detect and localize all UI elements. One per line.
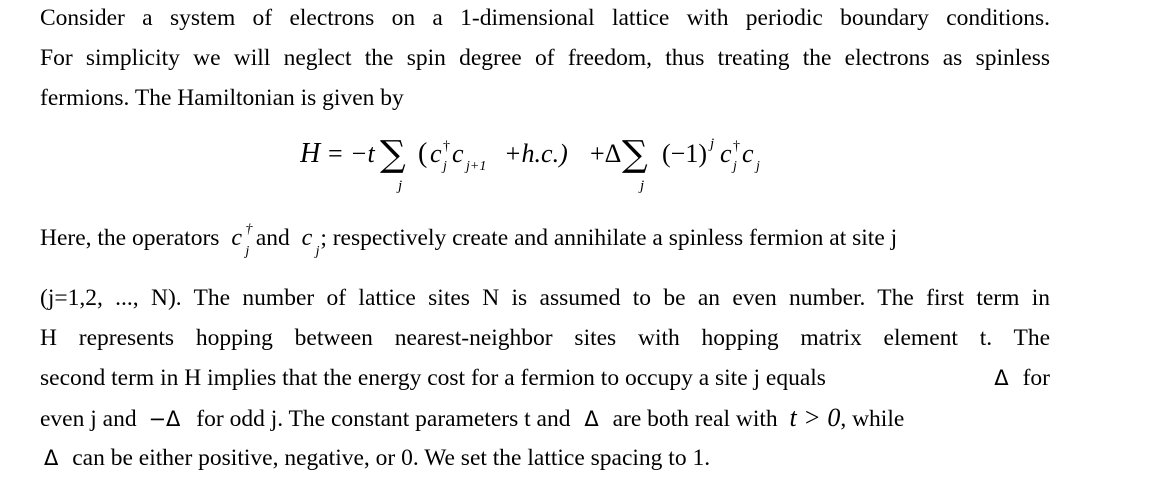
annihilation-operator: c j [301,225,320,259]
eq-c4-sub: j [756,159,760,174]
inequality: t > 0 [789,403,841,432]
eq-c1: c [430,139,442,168]
eq-minus-one: (−1) [662,139,707,168]
text-span: Here, the operators [40,225,220,251]
eq-plus-delta: +Δ [590,139,622,168]
eq-equals: = [328,139,343,168]
delta-symbol: Δ [994,366,1009,390]
text-span: even j and [40,406,137,432]
paragraph-line [40,444,710,472]
eq-c3-sup: † [733,139,740,154]
eq-c1-sup: † [443,139,450,154]
eq-c2: c [452,139,464,168]
paragraph-line [40,404,904,433]
paragraph-line: H represents hopping between nearest-neighbor sites with hopping matrix element t. The [40,325,1050,351]
text-span: and [255,225,290,251]
eq-hc: +h.c.) [504,139,568,168]
delta-symbol: Δ [44,446,59,470]
eq-c1-sub: j [443,159,447,174]
eq-minus-t: −t [350,139,375,168]
eq-sum-1: ∑ [380,134,406,175]
eq-lhs: H [300,138,321,169]
paragraph-line: Consider a system of electrons on a 1-dimensional lattice with periodic boundary conditions. [40,5,1050,31]
eq-sum-2: ∑ [622,134,648,175]
eq-c3: c [720,139,732,168]
paragraph-line: (j=1,2, ..., N). The number of lattice sites N is assumed to be an even number. The first term in [40,285,1050,311]
eq-c4: c [742,139,754,168]
eq-sum-2-index: j [640,178,645,194]
text-span: for [1022,365,1050,391]
eq-minus-one-sup: j [710,136,715,152]
text-span: are both real with [612,406,778,432]
text-span: , while [840,406,905,432]
text-span: ; respectively create and annihilate a spinless fermion at site j [320,225,898,251]
paragraph-line: fermions. The Hamiltonian is given by [40,85,404,111]
eq-paren-open: ( [418,138,428,169]
creation-operator: c † j [231,222,253,259]
hamiltonian-equation [300,124,860,204]
delta-symbol: Δ [584,407,599,431]
minus-delta-symbol: −Δ [148,407,181,431]
text-span: for odd j. The constant parameters t and [196,406,571,432]
eq-c3-sub: j [733,159,737,174]
text-span: second term in H implies that the energy cost for a fermion to occupy a site j equals [40,365,826,391]
paragraph-line [40,222,898,259]
eq-sum-1-index: j [398,178,403,194]
paragraph-line [40,364,1050,392]
paragraph-line: For simplicity we will neglect the spin degree of freedom, thus treating the electrons as spinless [40,45,1050,71]
eq-c2-sub: j+1 [466,159,487,174]
text-span: can be either positive, negative, or 0. We set the lattice spacing to 1. [72,445,711,471]
